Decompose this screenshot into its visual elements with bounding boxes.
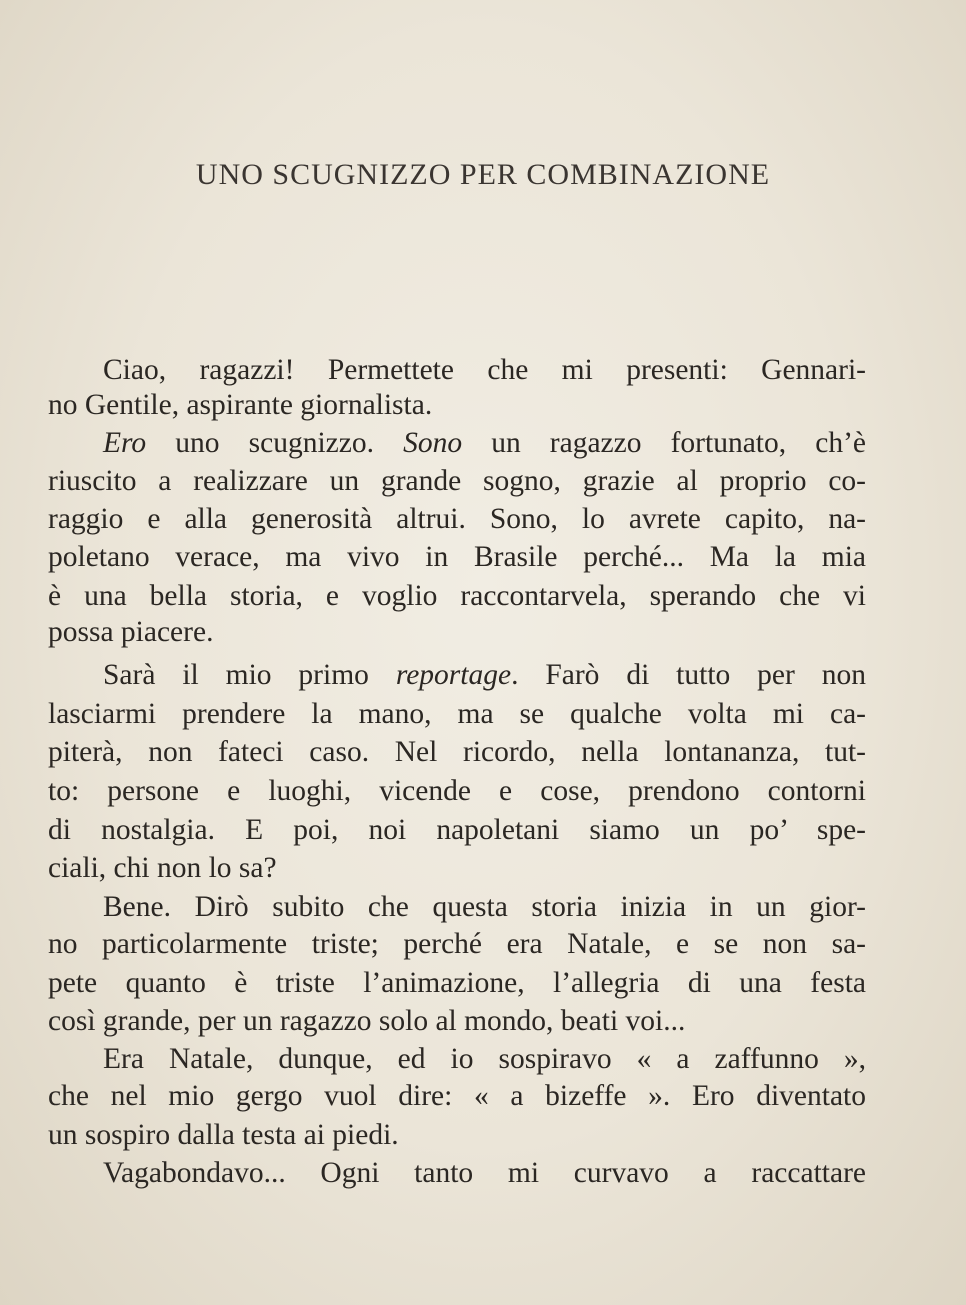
text-line: to: persone e luoghi, vicende e cose, prendono contorni — [48, 775, 866, 807]
italic-word: Sono — [403, 427, 463, 459]
text-line: un sospiro dalla testa ai piedi. — [48, 1119, 399, 1151]
text-line: Era Natale, dunque, ed io sospiravo « a zaffunno », — [103, 1043, 866, 1075]
text-line: lasciarmi prendere la mano, ma se qualche volta mi ca- — [48, 698, 866, 730]
text-line: piterà, non fateci caso. Nel ricordo, nella lontananza, tut- — [48, 736, 866, 768]
text-line: possa piacere. — [48, 616, 214, 648]
text-line: no Gentile, aspirante giornalista. — [48, 389, 433, 421]
text-line: così grande, per un ragazzo solo al mondo, beati voi... — [48, 1005, 686, 1037]
text-line: Ciao, ragazzi! Permettete che mi presenti: Gennari- — [103, 354, 866, 386]
text-line: poletano verace, ma vivo in Brasile perché... Ma la mia — [48, 541, 866, 573]
text-line: raggio e alla generosità altrui. Sono, lo avrete capito, na- — [48, 503, 866, 535]
text-line: che nel mio gergo vuol dire: « a bizeffe ». Ero diventato — [48, 1080, 866, 1112]
text-line: è una bella storia, e voglio raccontarvela, sperando che vi — [48, 580, 866, 612]
text-fragment: un ragazzo fortunato, ch’è — [462, 427, 866, 459]
text-line: di nostalgia. E poi, noi napoletani siamo un po’ spe- — [48, 814, 866, 846]
text-line: riuscito a realizzare un grande sogno, grazie al proprio co- — [48, 465, 866, 497]
text-fragment: . Farò di tutto per non — [511, 659, 867, 691]
text-line: no particolarmente triste; perché era Natale, e se non sa- — [48, 928, 866, 960]
text-fragment: uno scugnizzo. — [146, 427, 404, 459]
chapter-title: UNO SCUGNIZZO PER COMBINAZIONE — [195, 158, 771, 191]
text-line — [103, 425, 866, 461]
italic-word: Ero — [103, 427, 147, 459]
italic-word: reportage — [395, 659, 512, 691]
text-line: Vagabondavo... Ogni tanto mi curvavo a raccattare — [103, 1157, 866, 1189]
text-fragment: Sarà il mio primo — [103, 659, 396, 691]
text-line: pete quanto è triste l’animazione, l’allegria di una festa — [48, 967, 866, 999]
text-line: Bene. Dirò subito che questa storia inizia in un gior- — [103, 891, 866, 923]
text-line — [103, 657, 866, 693]
text-line: ciali, chi non lo sa? — [48, 852, 277, 884]
